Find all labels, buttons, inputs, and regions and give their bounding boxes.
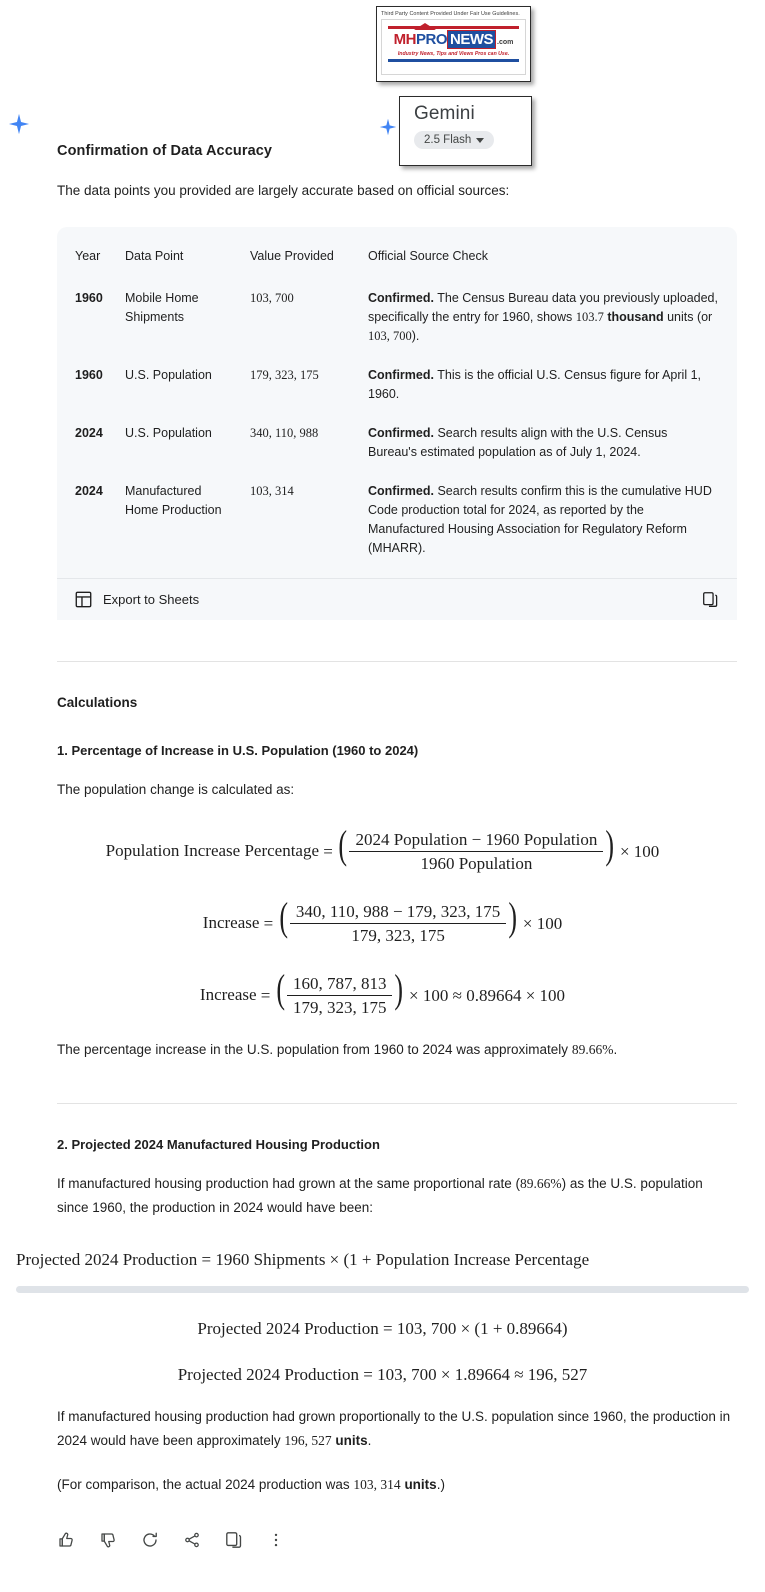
calc-section-2-conclusion: If manufactured housing production had grown proportionally to the U.S. population since 1960, the production in 2024 would have been approximately 196, 527 units. <box>57 1409 731 1448</box>
formula-projected-production-substituted: Projected 2024 Production = 103, 700 × (1 + 0.89664) <box>197 1319 568 1338</box>
overflowing-formula-scroller[interactable] <box>16 1250 749 1293</box>
export-to-sheets-button[interactable] <box>75 591 199 608</box>
logo-dotcom-text: .com <box>497 38 514 46</box>
formula-projected-production-definition: Projected 2024 Production = 1960 Shipments × (1 + Population Increase Percentage <box>16 1250 590 1269</box>
cell-source-check: Confirmed. Search results align with the U.S. Census Bureau's estimated population as of July 1, 2024. <box>368 426 668 459</box>
table-row <box>57 356 737 414</box>
more-options-icon[interactable] <box>267 1531 285 1549</box>
formula-population-increase-percentage: Population Increase Percentage = ( $\frac{\text{2024 Population − 1960 Population}}{\text{1960 Population}}$ ) × 100 <box>105 821 660 873</box>
gemini-sparkle-icon <box>8 113 30 135</box>
logo-bottom-rule <box>388 59 519 63</box>
cell-year: 2024 <box>75 484 103 498</box>
house-roof-icon <box>414 23 436 30</box>
table-row <box>57 472 737 578</box>
fraction: $\frac{340, 110, 988 - 179, 323, 175}{179, 323, 175}$ <box>290 902 506 946</box>
fraction: $\frac{\text{2024 Population − 1960 Population}}{\text{1960 Population}}$ <box>349 830 603 874</box>
horizontal-scrollbar[interactable] <box>16 1286 749 1293</box>
logo-top-rule <box>388 26 519 29</box>
fraction: $\frac{160, 787, 813}{179, 323, 175}$ <box>287 974 393 1018</box>
logo-wordmark <box>388 30 519 49</box>
calc-section-2-comparison: (For comparison, the actual 2024 production was 103, 314 units.) <box>57 1477 445 1492</box>
cell-data-point: Manufactured Home Production <box>125 484 222 517</box>
cell-source-check: Confirmed. This is the official U.S. Census figure for April 1, 1960. <box>368 368 702 401</box>
column-header-value-provided: Value Provided <box>250 249 334 263</box>
section-divider-top <box>57 661 737 662</box>
column-header-data-point: Data Point <box>125 249 184 263</box>
fair-use-note: Third Party Content Provided Under Fair Use Guidelines. <box>381 11 520 17</box>
app-title: Gemini <box>414 103 475 124</box>
calculations-heading: Calculations <box>57 695 138 710</box>
formula-increase-ratio: Increase = ( $\frac{160, 787, 813}{179, 323, 175}$ ) × 100 ≈ 0.89664 × 100 <box>199 965 566 1017</box>
page-title: Confirmation of Data Accuracy <box>57 143 273 159</box>
formula-projected-production-result: Projected 2024 Production = 103, 700 × 1.89664 ≈ 196, 527 <box>177 1365 588 1384</box>
copy-table-button[interactable] <box>702 591 719 608</box>
table-row <box>57 414 737 472</box>
cell-data-point: U.S. Population <box>125 426 212 440</box>
response-action-bar <box>57 1531 737 1571</box>
logo-tagline: Industry News, Tips and Views Pros can Use. <box>397 50 510 57</box>
math-region <box>16 821 749 1018</box>
chevron-down-icon <box>476 138 484 143</box>
copy-icon[interactable] <box>225 1531 243 1549</box>
sheets-grid-icon <box>75 591 92 608</box>
intro-paragraph: The data points you provided are largely accurate based on official sources: <box>57 183 510 198</box>
table-footer <box>57 578 737 620</box>
gemini-sparkle-icon-secondary <box>379 118 397 136</box>
calc-section-2-lead: If manufactured housing production had grown at the same proportional rate (89.66%) as the U.S. population since 1960, the production in 2024 would have been: <box>57 1176 703 1215</box>
regenerate-icon[interactable] <box>141 1531 159 1549</box>
cell-data-point: Mobile Home Shipments <box>125 291 199 324</box>
cell-source-check: Confirmed. Search results confirm this is the cumulative HUD Code production total for 2024, as reported by the Manufactured Housing Association for Regulatory Reform (MHARR). <box>368 484 712 555</box>
cell-year: 2024 <box>75 426 103 440</box>
cell-value: 179, 323, 175 <box>250 368 319 382</box>
calc-section-1-heading: 1. Percentage of Increase in U.S. Population (1960 to 2024) <box>57 743 419 758</box>
column-header-year: Year <box>75 249 101 263</box>
cell-value: 103, 700 <box>250 291 294 305</box>
cell-year: 1960 <box>75 368 103 382</box>
math-region-2 <box>16 1319 749 1385</box>
calc-section-2-heading: 2. Projected 2024 Manufactured Housing Production <box>57 1137 380 1152</box>
section-divider-bottom <box>57 1103 737 1104</box>
table-header-row <box>57 227 737 275</box>
thumbs-down-icon[interactable] <box>99 1531 117 1549</box>
logo-news-text: NEWS <box>447 30 496 49</box>
answer-body-continued <box>16 1038 749 1220</box>
gemini-header-overlay <box>399 96 532 166</box>
mhpronews-logo <box>381 19 526 75</box>
logo-pro-text: PRO <box>415 30 447 48</box>
formula-increase-substituted: Increase = ( $\frac{340, 110, 988 - 179, 323, 175}{179, 323, 175}$ ) × 100 <box>202 893 563 945</box>
cell-source-check: Confirmed. The Census Bureau data you previously uploaded, specifically the entry for 1960, shows 103.7 thousand units (or 103, 700). <box>368 291 718 343</box>
calc-section-1-conclusion: The percentage increase in the U.S. population from 1960 to 2024 was approximately 89.66%. <box>57 1042 618 1057</box>
share-icon[interactable] <box>183 1531 201 1549</box>
column-header-official-source-check: Official Source Check <box>368 249 488 263</box>
table-row <box>57 275 737 356</box>
cell-year: 1960 <box>75 291 103 305</box>
answer-body-final <box>16 1405 749 1571</box>
thumbs-up-icon[interactable] <box>57 1531 75 1549</box>
cell-data-point: U.S. Population <box>125 368 212 382</box>
model-chip-label: 2.5 Flash <box>424 134 472 146</box>
cell-value: 340, 110, 988 <box>250 426 319 440</box>
export-to-sheets-label: Export to Sheets <box>103 592 200 607</box>
data-accuracy-table <box>57 227 737 620</box>
logo-mh-text: MH <box>393 30 416 48</box>
model-selector-chip[interactable] <box>414 131 494 149</box>
cell-value: 103, 314 <box>250 484 294 498</box>
calc-section-1-lead: The population change is calculated as: <box>57 782 295 797</box>
pasted-image-mhpronews <box>376 6 531 82</box>
